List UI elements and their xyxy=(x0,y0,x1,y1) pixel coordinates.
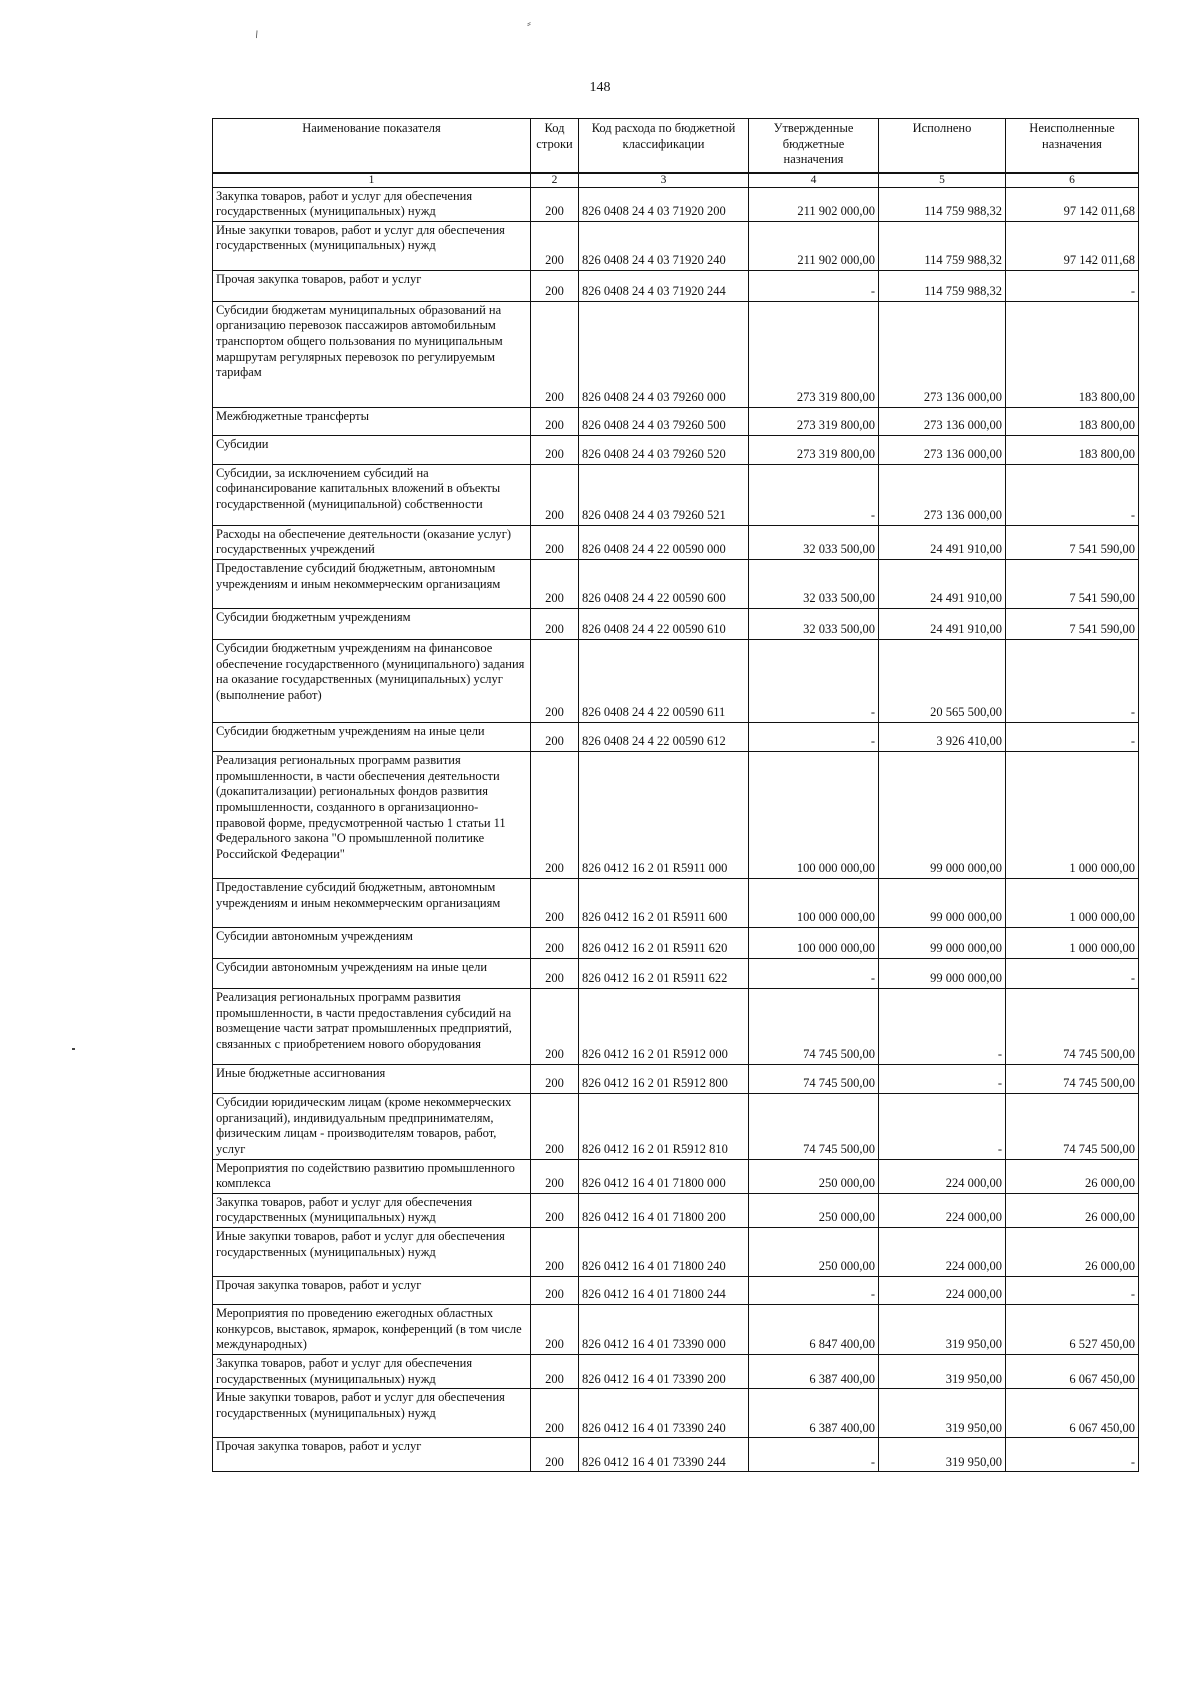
table-row xyxy=(213,407,1139,435)
page-number: 148 xyxy=(589,80,611,95)
expense-code-cell: 826 0412 16 2 01 R5912 000 xyxy=(579,989,749,1065)
expense-code-cell: 826 0412 16 4 01 73390 200 xyxy=(579,1354,749,1388)
expense-code-cell: 826 0412 16 4 01 73390 000 xyxy=(579,1305,749,1355)
expense-code-cell: 826 0412 16 2 01 R5911 600 xyxy=(579,879,749,928)
executed-amount-cell: 273 136 000,00 xyxy=(879,407,1006,435)
line-code-cell: 200 xyxy=(531,1277,579,1305)
executed-amount-cell: 99 000 000,00 xyxy=(879,752,1006,879)
approved-amount-cell: - xyxy=(749,640,879,723)
approved-amount-cell: - xyxy=(749,464,879,525)
column-number: 4 xyxy=(749,173,879,188)
indicator-name-cell: Субсидии бюджетным учреждениям на иные цели xyxy=(213,723,531,752)
executed-amount-cell: 224 000,00 xyxy=(879,1193,1006,1227)
indicator-name-cell: Субсидии бюджетным учреждениям на финансовое обеспечение государственного (муниципального) задания на оказание государственных (муниципальных) услуг (выполнение работ) xyxy=(213,640,531,723)
unexecuted-amount-cell: 74 745 500,00 xyxy=(1006,1094,1139,1160)
executed-amount-cell: 273 136 000,00 xyxy=(879,435,1006,464)
unexecuted-amount-cell: 97 142 011,68 xyxy=(1006,187,1139,221)
table-row xyxy=(213,1389,1139,1438)
approved-amount-cell: 211 902 000,00 xyxy=(749,221,879,270)
table-row xyxy=(213,959,1139,989)
table-row xyxy=(213,270,1139,301)
unexecuted-amount-cell: 26 000,00 xyxy=(1006,1193,1139,1227)
line-code-cell: 200 xyxy=(531,270,579,301)
line-code-cell: 200 xyxy=(531,407,579,435)
table-header-row xyxy=(213,119,1139,173)
indicator-name-cell: Иные бюджетные ассигнования xyxy=(213,1065,531,1094)
approved-amount-cell: 211 902 000,00 xyxy=(749,187,879,221)
approved-amount-cell: 32 033 500,00 xyxy=(749,560,879,609)
table-row xyxy=(213,435,1139,464)
indicator-name-cell: Иные закупки товаров, работ и услуг для обеспечения государственных (муниципальных) нужд xyxy=(213,1228,531,1277)
executed-amount-cell: 24 491 910,00 xyxy=(879,609,1006,640)
indicator-name-cell: Предоставление субсидий бюджетным, автономным учреждениям и иным некоммерческим организациям xyxy=(213,560,531,609)
line-code-cell: 200 xyxy=(531,560,579,609)
approved-amount-cell: 6 847 400,00 xyxy=(749,1305,879,1355)
indicator-name-cell: Реализация региональных программ развития промышленности, в части предоставления субсидий на возмещение части затрат промышленных предприятий, связанных с приобретением нового оборудования xyxy=(213,989,531,1065)
line-code-cell: 200 xyxy=(531,187,579,221)
table-row xyxy=(213,879,1139,928)
executed-amount-cell: 3 926 410,00 xyxy=(879,723,1006,752)
table-row xyxy=(213,928,1139,959)
indicator-name-cell: Субсидии автономным учреждениям xyxy=(213,928,531,959)
approved-amount-cell: - xyxy=(749,959,879,989)
line-code-cell: 200 xyxy=(531,1094,579,1160)
approved-amount-cell: 74 745 500,00 xyxy=(749,1065,879,1094)
unexecuted-amount-cell: 74 745 500,00 xyxy=(1006,989,1139,1065)
expense-code-cell: 826 0408 24 4 03 71920 240 xyxy=(579,221,749,270)
unexecuted-amount-cell: 97 142 011,68 xyxy=(1006,221,1139,270)
table-row xyxy=(213,1228,1139,1277)
approved-amount-cell: - xyxy=(749,1277,879,1305)
table-row xyxy=(213,1305,1139,1355)
executed-amount-cell: 99 000 000,00 xyxy=(879,959,1006,989)
indicator-name-cell: Прочая закупка товаров, работ и услуг xyxy=(213,1438,531,1472)
expense-code-cell: 826 0408 24 4 22 00590 611 xyxy=(579,640,749,723)
expense-code-cell: 826 0412 16 4 01 73390 244 xyxy=(579,1438,749,1472)
unexecuted-amount-cell: 183 800,00 xyxy=(1006,435,1139,464)
table-row xyxy=(213,464,1139,525)
approved-amount-cell: 32 033 500,00 xyxy=(749,525,879,559)
expense-code-cell: 826 0412 16 2 01 R5911 622 xyxy=(579,959,749,989)
line-code-cell: 200 xyxy=(531,1389,579,1438)
expense-code-cell: 826 0412 16 2 01 R5911 620 xyxy=(579,928,749,959)
table-row xyxy=(213,525,1139,559)
table-row xyxy=(213,1277,1139,1305)
approved-amount-cell: 250 000,00 xyxy=(749,1159,879,1193)
line-code-cell: 200 xyxy=(531,464,579,525)
line-code-cell: 200 xyxy=(531,609,579,640)
expense-code-cell: 826 0412 16 4 01 71800 000 xyxy=(579,1159,749,1193)
unexecuted-amount-cell: - xyxy=(1006,464,1139,525)
approved-amount-cell: - xyxy=(749,270,879,301)
column-number-row xyxy=(213,173,1139,188)
indicator-name-cell: Закупка товаров, работ и услуг для обеспечения государственных (муниципальных) нужд xyxy=(213,187,531,221)
executed-amount-cell: 114 759 988,32 xyxy=(879,270,1006,301)
approved-amount-cell: 100 000 000,00 xyxy=(749,752,879,879)
table-body xyxy=(213,187,1139,1472)
budget-execution-table xyxy=(212,118,1139,1472)
indicator-name-cell: Субсидии автономным учреждениям на иные цели xyxy=(213,959,531,989)
table-row xyxy=(213,1159,1139,1193)
executed-amount-cell: - xyxy=(879,1094,1006,1160)
unexecuted-amount-cell: 6 067 450,00 xyxy=(1006,1354,1139,1388)
unexecuted-amount-cell: 6 527 450,00 xyxy=(1006,1305,1139,1355)
indicator-name-cell: Межбюджетные трансферты xyxy=(213,407,531,435)
indicator-name-cell: Иные закупки товаров, работ и услуг для обеспечения государственных (муниципальных) нужд xyxy=(213,1389,531,1438)
column-number: 6 xyxy=(1006,173,1139,188)
unexecuted-amount-cell: - xyxy=(1006,959,1139,989)
indicator-name-cell: Мероприятия по содействию развитию промышленного комплекса xyxy=(213,1159,531,1193)
unexecuted-amount-cell: 26 000,00 xyxy=(1006,1159,1139,1193)
expense-code-cell: 826 0412 16 4 01 71800 200 xyxy=(579,1193,749,1227)
executed-amount-cell: 99 000 000,00 xyxy=(879,879,1006,928)
indicator-name-cell: Субсидии xyxy=(213,435,531,464)
executed-amount-cell: 319 950,00 xyxy=(879,1354,1006,1388)
table-row xyxy=(213,640,1139,723)
line-code-cell: 200 xyxy=(531,989,579,1065)
approved-amount-cell: 250 000,00 xyxy=(749,1228,879,1277)
line-code-cell: 200 xyxy=(531,928,579,959)
indicator-name-cell: Предоставление субсидий бюджетным, автономным учреждениям и иным некоммерческим организациям xyxy=(213,879,531,928)
table-row xyxy=(213,723,1139,752)
table-row xyxy=(213,221,1139,270)
executed-amount-cell: 319 950,00 xyxy=(879,1438,1006,1472)
expense-code-cell: 826 0408 24 4 03 71920 200 xyxy=(579,187,749,221)
line-code-cell: 200 xyxy=(531,1159,579,1193)
executed-amount-cell: 24 491 910,00 xyxy=(879,525,1006,559)
executed-amount-cell: 273 136 000,00 xyxy=(879,464,1006,525)
unexecuted-amount-cell: 1 000 000,00 xyxy=(1006,928,1139,959)
executed-amount-cell: 273 136 000,00 xyxy=(879,301,1006,407)
table-row xyxy=(213,989,1139,1065)
expense-code-cell: 826 0408 24 4 22 00590 612 xyxy=(579,723,749,752)
column-number: 2 xyxy=(531,173,579,188)
approved-amount-cell: 250 000,00 xyxy=(749,1193,879,1227)
approved-amount-cell: 74 745 500,00 xyxy=(749,1094,879,1160)
expense-code-cell: 826 0408 24 4 03 79260 521 xyxy=(579,464,749,525)
line-code-cell: 200 xyxy=(531,435,579,464)
scan-mark: ⸝ xyxy=(246,23,264,42)
indicator-name-cell: Субсидии юридическим лицам (кроме некоммерческих организаций), индивидуальным предпринимателям, физическим лицам - производителям товаров, работ, услуг xyxy=(213,1094,531,1160)
expense-code-cell: 826 0408 24 4 22 00590 610 xyxy=(579,609,749,640)
unexecuted-amount-cell: 74 745 500,00 xyxy=(1006,1065,1139,1094)
unexecuted-amount-cell: 183 800,00 xyxy=(1006,301,1139,407)
line-code-cell: 200 xyxy=(531,1305,579,1355)
table-row xyxy=(213,187,1139,221)
line-code-cell: 200 xyxy=(531,221,579,270)
approved-amount-cell: 273 319 800,00 xyxy=(749,435,879,464)
indicator-name-cell: Субсидии бюджетным учреждениям xyxy=(213,609,531,640)
indicator-name-cell: Субсидии, за исключением субсидий на софинансирование капитальных вложений в объекты государственной (муниципальной) собственности xyxy=(213,464,531,525)
unexecuted-amount-cell: 1 000 000,00 xyxy=(1006,752,1139,879)
expense-code-cell: 826 0408 24 4 22 00590 000 xyxy=(579,525,749,559)
expense-code-cell: 826 0408 24 4 03 79260 000 xyxy=(579,301,749,407)
approved-amount-cell: 273 319 800,00 xyxy=(749,301,879,407)
expense-code-cell: 826 0408 24 4 03 79260 500 xyxy=(579,407,749,435)
line-code-cell: 200 xyxy=(531,1354,579,1388)
executed-amount-cell: 224 000,00 xyxy=(879,1159,1006,1193)
approved-amount-cell: - xyxy=(749,723,879,752)
executed-amount-cell: 114 759 988,32 xyxy=(879,221,1006,270)
unexecuted-amount-cell: - xyxy=(1006,640,1139,723)
table-row xyxy=(213,752,1139,879)
executed-amount-cell: - xyxy=(879,1065,1006,1094)
header-executed: Исполнено xyxy=(879,119,1006,173)
table-row xyxy=(213,301,1139,407)
table-row xyxy=(213,560,1139,609)
executed-amount-cell: 114 759 988,32 xyxy=(879,187,1006,221)
approved-amount-cell: 6 387 400,00 xyxy=(749,1389,879,1438)
line-code-cell: 200 xyxy=(531,879,579,928)
scan-mark: ⸗ xyxy=(527,16,531,30)
table-row xyxy=(213,1094,1139,1160)
executed-amount-cell: - xyxy=(879,989,1006,1065)
unexecuted-amount-cell: - xyxy=(1006,1438,1139,1472)
indicator-name-cell: Реализация региональных программ развития промышленности, в части обеспечения деятельности (докапитализации) региональных фондов развития промышленности, созданного в организационно-правовой форме, предусмотренной частью 1 статьи 11 Федерального закона "О промышленной политике Российской Федерации" xyxy=(213,752,531,879)
table-row xyxy=(213,1065,1139,1094)
header-unexecuted: Неисполненные назначения xyxy=(1006,119,1139,173)
line-code-cell: 200 xyxy=(531,1228,579,1277)
expense-code-cell: 826 0412 16 4 01 73390 240 xyxy=(579,1389,749,1438)
line-code-cell: 200 xyxy=(531,1438,579,1472)
unexecuted-amount-cell: 1 000 000,00 xyxy=(1006,879,1139,928)
executed-amount-cell: 319 950,00 xyxy=(879,1305,1006,1355)
approved-amount-cell: 74 745 500,00 xyxy=(749,989,879,1065)
unexecuted-amount-cell: - xyxy=(1006,723,1139,752)
scan-dot xyxy=(72,1048,75,1050)
unexecuted-amount-cell: 6 067 450,00 xyxy=(1006,1389,1139,1438)
approved-amount-cell: 100 000 000,00 xyxy=(749,879,879,928)
executed-amount-cell: 319 950,00 xyxy=(879,1389,1006,1438)
expense-code-cell: 826 0408 24 4 03 79260 520 xyxy=(579,435,749,464)
header-approved: Утвержденные бюджетные назначения xyxy=(749,119,879,173)
table-row xyxy=(213,1438,1139,1472)
line-code-cell: 200 xyxy=(531,752,579,879)
unexecuted-amount-cell: - xyxy=(1006,1277,1139,1305)
expense-code-cell: 826 0412 16 4 01 71800 240 xyxy=(579,1228,749,1277)
line-code-cell: 200 xyxy=(531,959,579,989)
unexecuted-amount-cell: - xyxy=(1006,270,1139,301)
indicator-name-cell: Закупка товаров, работ и услуг для обеспечения государственных (муниципальных) нужд xyxy=(213,1354,531,1388)
table-row xyxy=(213,609,1139,640)
approved-amount-cell: 273 319 800,00 xyxy=(749,407,879,435)
column-number: 5 xyxy=(879,173,1006,188)
unexecuted-amount-cell: 7 541 590,00 xyxy=(1006,560,1139,609)
expense-code-cell: 826 0408 24 4 22 00590 600 xyxy=(579,560,749,609)
line-code-cell: 200 xyxy=(531,1065,579,1094)
header-line-code: Код строки xyxy=(531,119,579,173)
executed-amount-cell: 224 000,00 xyxy=(879,1277,1006,1305)
header-expense-code: Код расхода по бюджетной классификации xyxy=(579,119,749,173)
unexecuted-amount-cell: 7 541 590,00 xyxy=(1006,525,1139,559)
approved-amount-cell: - xyxy=(749,1438,879,1472)
indicator-name-cell: Закупка товаров, работ и услуг для обеспечения государственных (муниципальных) нужд xyxy=(213,1193,531,1227)
line-code-cell: 200 xyxy=(531,723,579,752)
approved-amount-cell: 6 387 400,00 xyxy=(749,1354,879,1388)
expense-code-cell: 826 0412 16 4 01 71800 244 xyxy=(579,1277,749,1305)
approved-amount-cell: 100 000 000,00 xyxy=(749,928,879,959)
line-code-cell: 200 xyxy=(531,301,579,407)
column-number: 3 xyxy=(579,173,749,188)
approved-amount-cell: 32 033 500,00 xyxy=(749,609,879,640)
table-row xyxy=(213,1354,1139,1388)
line-code-cell: 200 xyxy=(531,640,579,723)
expense-code-cell: 826 0412 16 2 01 R5911 000 xyxy=(579,752,749,879)
executed-amount-cell: 224 000,00 xyxy=(879,1228,1006,1277)
unexecuted-amount-cell: 7 541 590,00 xyxy=(1006,609,1139,640)
line-code-cell: 200 xyxy=(531,1193,579,1227)
unexecuted-amount-cell: 26 000,00 xyxy=(1006,1228,1139,1277)
indicator-name-cell: Иные закупки товаров, работ и услуг для обеспечения государственных (муниципальных) нужд xyxy=(213,221,531,270)
executed-amount-cell: 99 000 000,00 xyxy=(879,928,1006,959)
expense-code-cell: 826 0408 24 4 03 71920 244 xyxy=(579,270,749,301)
line-code-cell: 200 xyxy=(531,525,579,559)
indicator-name-cell: Расходы на обеспечение деятельности (оказание услуг) государственных учреждений xyxy=(213,525,531,559)
executed-amount-cell: 24 491 910,00 xyxy=(879,560,1006,609)
indicator-name-cell: Прочая закупка товаров, работ и услуг xyxy=(213,1277,531,1305)
table-row xyxy=(213,1193,1139,1227)
expense-code-cell: 826 0412 16 2 01 R5912 800 xyxy=(579,1065,749,1094)
expense-code-cell: 826 0412 16 2 01 R5912 810 xyxy=(579,1094,749,1160)
column-number: 1 xyxy=(213,173,531,188)
indicator-name-cell: Мероприятия по проведению ежегодных областных конкурсов, выставок, ярмарок, конференций (в том числе международных) xyxy=(213,1305,531,1355)
header-indicator-name: Наименование показателя xyxy=(213,119,531,173)
indicator-name-cell: Прочая закупка товаров, работ и услуг xyxy=(213,270,531,301)
unexecuted-amount-cell: 183 800,00 xyxy=(1006,407,1139,435)
executed-amount-cell: 20 565 500,00 xyxy=(879,640,1006,723)
indicator-name-cell: Субсидии бюджетам муниципальных образований на организацию перевозок пассажиров автомобильным транспортом общего пользования по муниципальным маршрутам регулярных перевозок по регулируемым тарифам xyxy=(213,301,531,407)
